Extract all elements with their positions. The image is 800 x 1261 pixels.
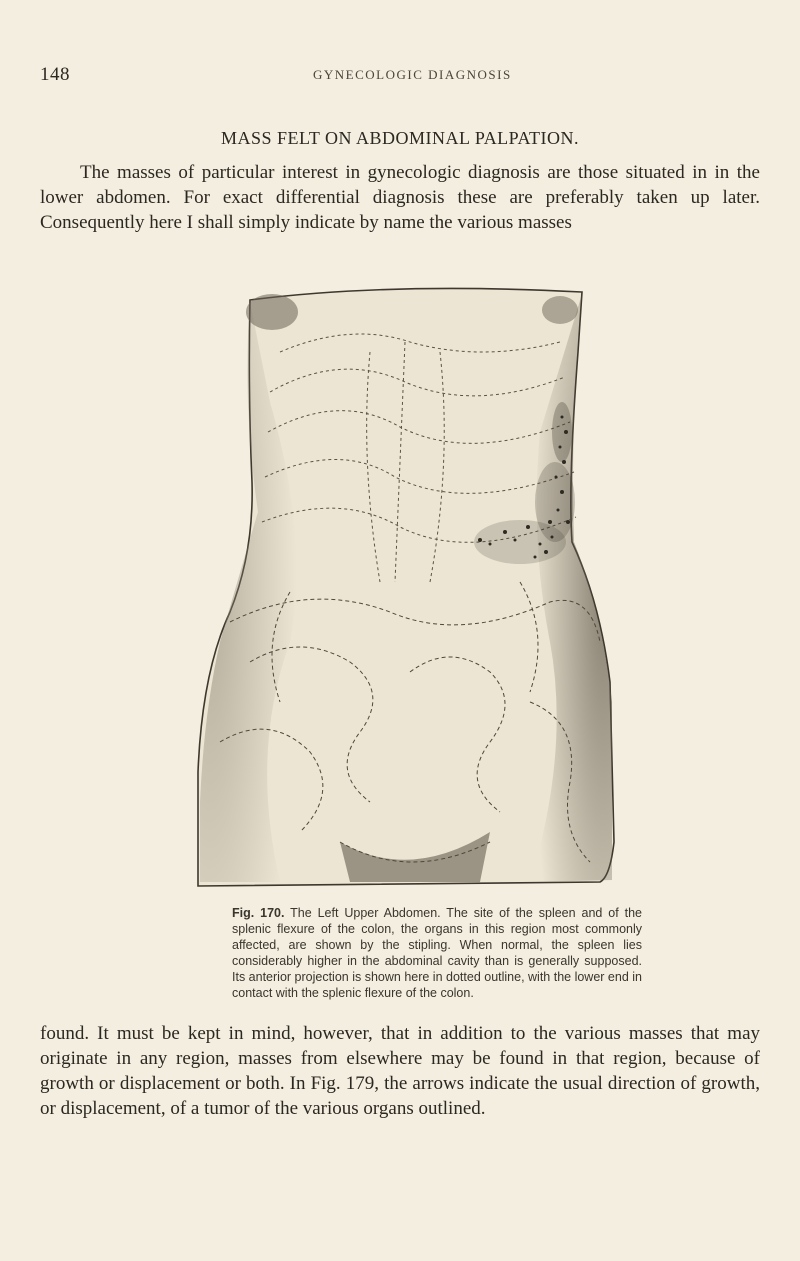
left-breast-shade <box>246 294 298 330</box>
paragraph-bottom: found. It must be kept in mind, however, that in addition to the various masses that may originate in any region, masses from elsewhere may be found in that region, because of growth or displacement or both. In Fig. 179, the arrows indicate the usual direction of growth, or displacement, of a tumor of the various organs outlined. <box>40 1023 760 1119</box>
paragraph-top: The masses of particular interest in gynecologic diagnosis are those situated in in the lower abdomen. For exact differential diagnosis these are preferably taken up later. Consequently here I shall simply indicate by name the various masses <box>40 162 760 233</box>
figure-caption-label: Fig. 170. <box>232 906 285 920</box>
right-breast-shade <box>542 296 578 324</box>
figure-caption-text: The Left Upper Abdomen. The site of the spleen and of the splenic flexure of the colon, the organs in this region most commonly affected, are shown by the stipling. When normal, the spleen lies considerably higher in the abdominal cavity than is generally supposed. Its anterior projection is shown here in dotted outline, with the lower end in contact with the splenic flexure of the colon. <box>232 906 642 1000</box>
running-head <box>40 64 740 86</box>
page-number: 148 <box>40 64 70 85</box>
running-title: GYNECOLOGIC DIAGNOSIS <box>313 67 512 82</box>
abdomen-drawing <box>190 282 620 892</box>
figure-170-illustration <box>190 282 620 892</box>
section-heading: MASS FELT ON ABDOMINAL PALPATION. <box>220 128 580 148</box>
figure-caption <box>232 905 642 1001</box>
